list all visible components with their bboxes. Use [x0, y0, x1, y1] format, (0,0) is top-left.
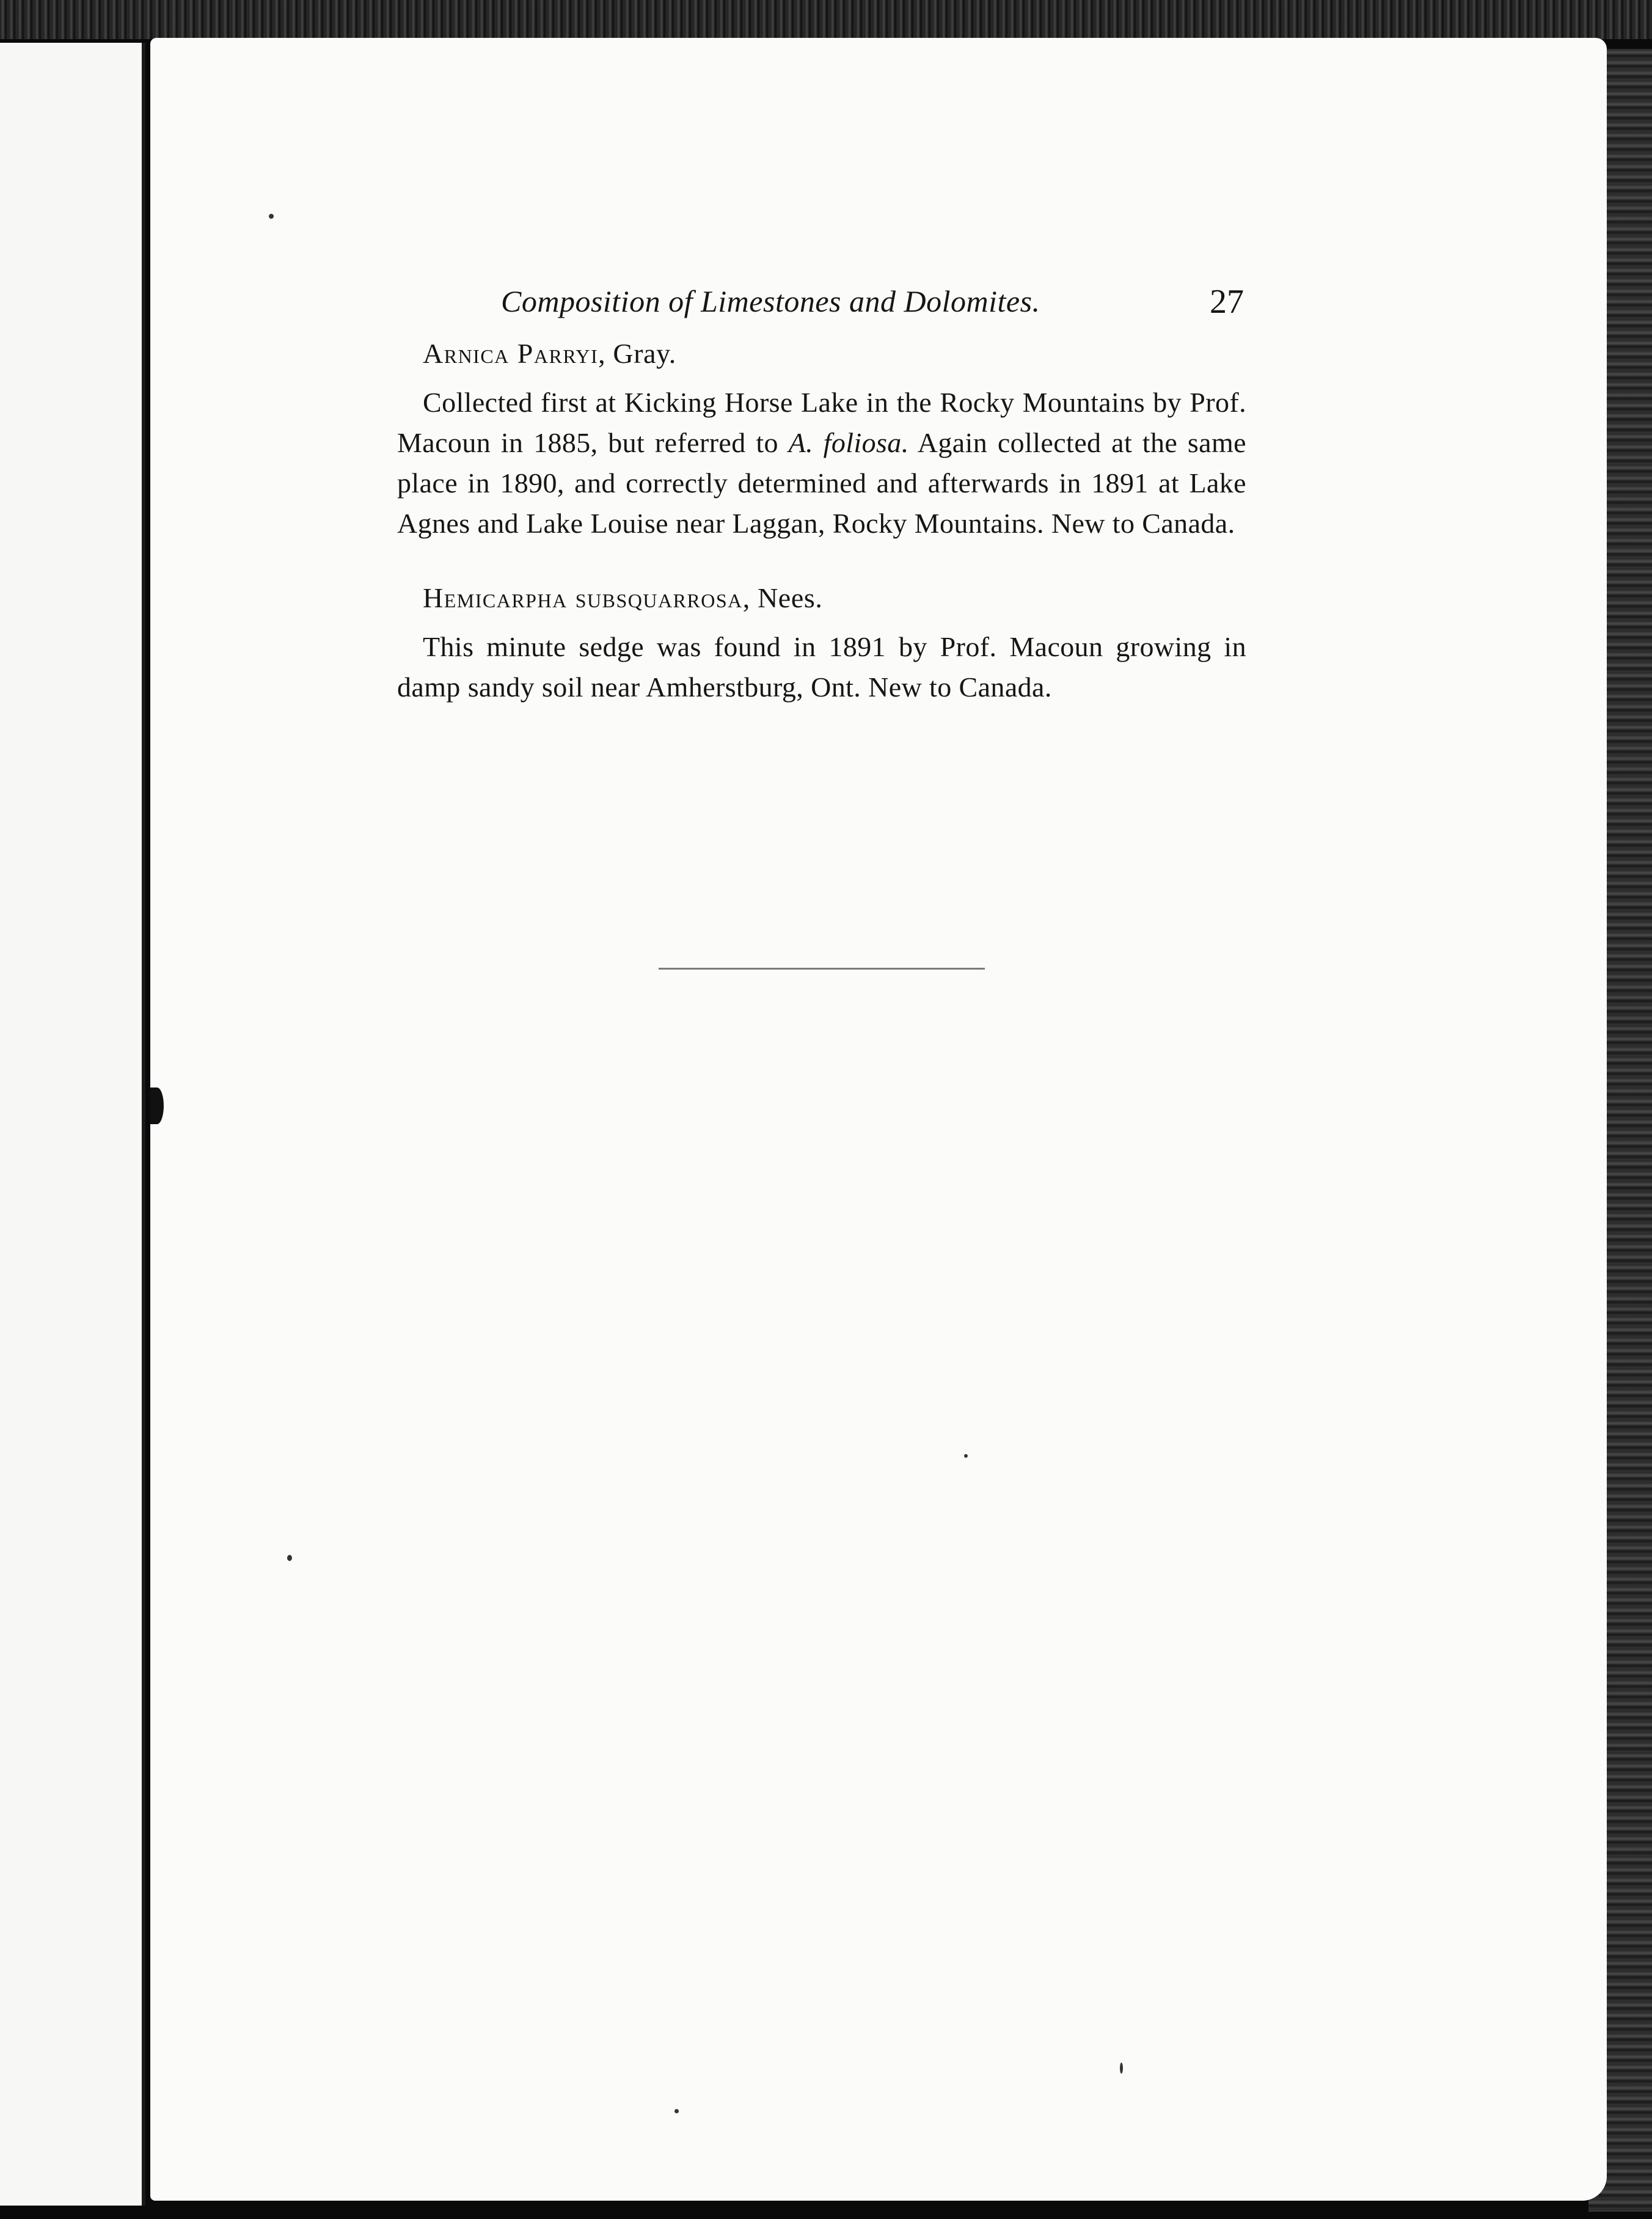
- scan-speck: [674, 2109, 679, 2113]
- species-name: Arnica Parryi: [423, 338, 599, 369]
- entry-body-hemicarpha: This minute sedge was found in 1891 by Prof. Macoun growing in damp sandy soil near Amherstburg, Ont. New to Canada.: [397, 631, 1246, 703]
- scan-speck: [964, 1454, 968, 1458]
- binding-notch: [150, 1088, 164, 1124]
- body-text: Collected first at Kicking Horse Lake in the Rocky Mountains by Prof. Macoun in 1885, but referred to: [397, 387, 1246, 458]
- entry-heading-hemicarpha: [423, 578, 1246, 618]
- body-text-continued: Again collected at the same place in 1890, and correctly determined and afterwards in 1891 at Lake Agnes and Lake Louise near Laggan, Rocky Mountains. New to Canada.: [397, 427, 1247, 539]
- scan-speck: [287, 1555, 292, 1561]
- species-author: , Gray.: [598, 338, 676, 369]
- page-top-edge: [0, 0, 1652, 39]
- scan-speck: [269, 214, 274, 219]
- running-title: Composition of Limestones and Dolomites.: [501, 284, 1040, 318]
- scan-speck: [1120, 2063, 1123, 2074]
- running-head: [397, 269, 1246, 324]
- entry-body-arnica: [397, 382, 1246, 544]
- body-italic-name: A. foliosa.: [788, 427, 909, 458]
- species-name: Hemicarpha subsquarrosa: [423, 582, 743, 613]
- previous-page-margin: [0, 43, 145, 2206]
- entry-heading-arnica: [423, 334, 1246, 374]
- page-text: [397, 269, 1246, 707]
- page-number: 27: [1210, 283, 1244, 321]
- section-end-rule: [659, 968, 985, 970]
- species-author: , Nees.: [742, 582, 823, 613]
